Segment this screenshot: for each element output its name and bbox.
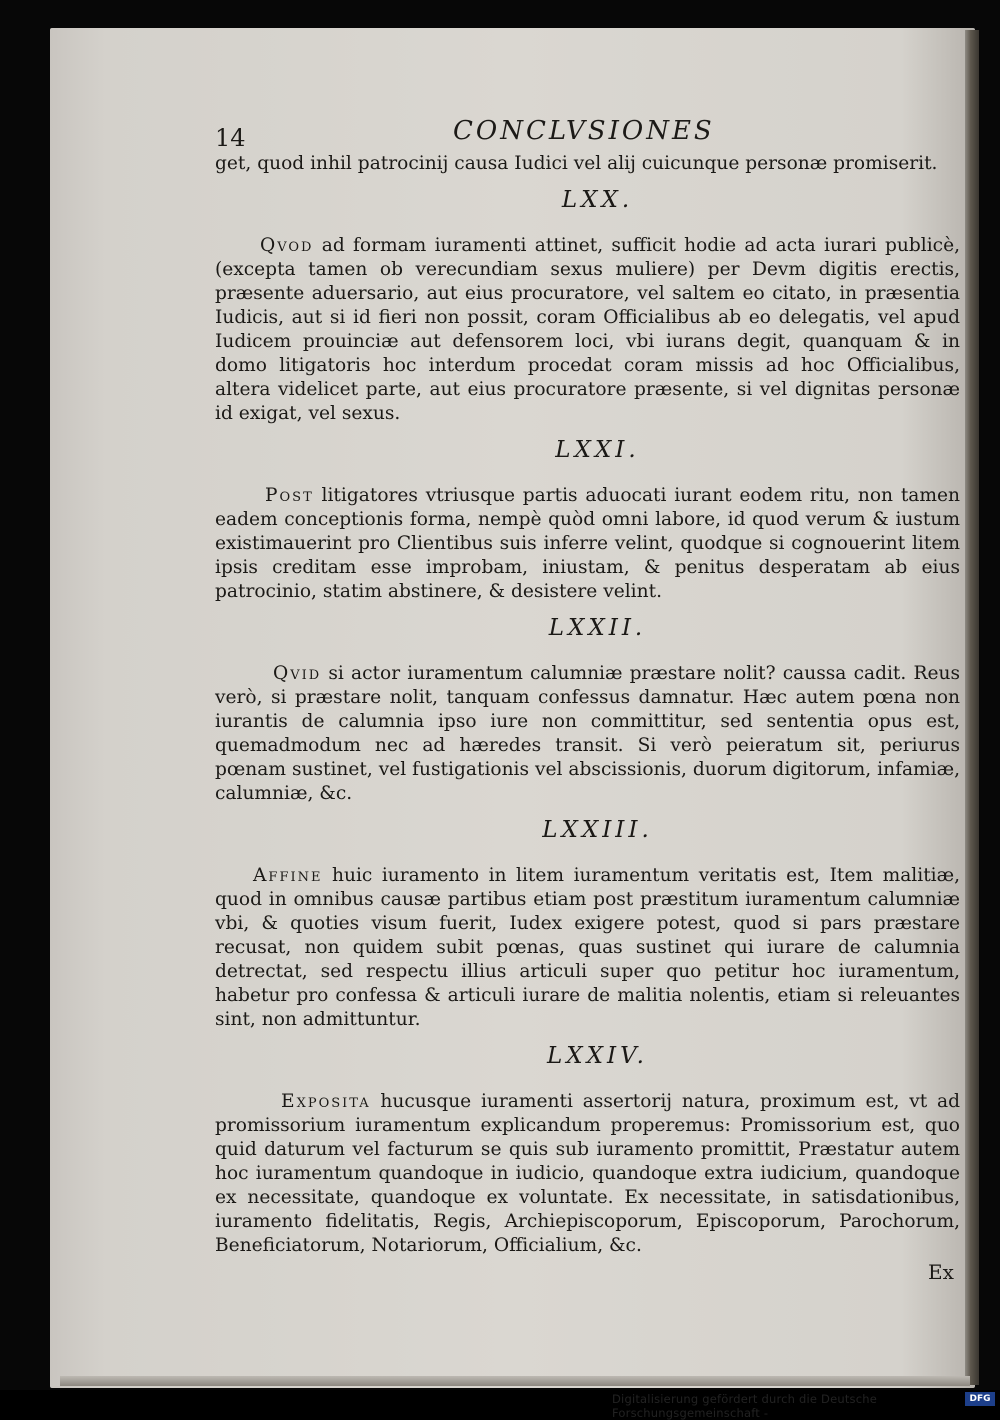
header-title: CONCLVSIONES [453, 116, 715, 146]
paragraph-text: litigatores vtriusque partis aduocati iurant eodem ritu, non tamen eadem conceptionis forma, nempè quòd omni labore, id quod verum & iustum existimauerint pro Clientibus suis inferre velint, quodque si cognouerint litem ipsis creditam esse improbam, iniustam, & penitus desperatam ab eius patrocinio, statim abstinere, & desistere velint. [215, 485, 960, 602]
initial-word: Qvid [273, 663, 322, 684]
catchword: Ex [928, 1260, 954, 1284]
paragraph-lxxii [215, 662, 960, 806]
initial-word: Exposita [281, 1091, 371, 1112]
section-heading-lxxi: LXXI. [555, 437, 640, 463]
digitization-credit: Digitalisierung gefördert durch die Deutsche Forschungsgemeinschaft - [612, 1392, 878, 1420]
dfg-logo-icon: DFG [965, 1392, 995, 1406]
section-heading-lxxii: LXXII. [548, 615, 647, 641]
section-heading-lxx: LXX. [561, 187, 634, 213]
initial-word: Qvod [260, 235, 314, 256]
paragraph-lxxi [215, 484, 960, 604]
initial-word: Post [265, 485, 314, 506]
paragraph-lxxiv [215, 1090, 960, 1258]
paragraph-lxx [215, 234, 960, 426]
paragraph-lxxiii [215, 864, 960, 1032]
section-heading-lxxiii: LXXIII. [542, 817, 653, 843]
paragraph-text: si actor iuramentum calumniæ præstare nolit? caussa cadit. Reus verò, si præstare nolit, tanquam confessus damnatur. Hæc autem pœna non iurantis de calumnia ipso iure non committitur, sed sententia opus est, quemadmodum nec ad hæredes transit. Si verò peieratum sit, periurus pœnam sustinet, vel fustigationis vel abscissionis, duorum digitorum, infamiæ, calumniæ, &c. [215, 663, 960, 804]
initial-word: Affine [253, 865, 323, 886]
section-heading-lxxiv: LXXIV. [546, 1043, 648, 1069]
running-head [215, 112, 960, 152]
paragraph-text: huic iuramento in litem iuramentum veritatis est, Item malitiæ, quod in omnibus causæ partibus etiam post præstitum iuramentum calumniæ vbi, & quoties visum fuerit, Iudex exigere potest, quod si pars præstare recusat, non quidem subit pœnas, quas sustinet qui iurare de calumnia detrectat, sed respectu illius articuli super quo petitur hoc iuramentum, habetur pro confessa & articuli iurare de malitia nolentis, etiam si releuantes sint, non admittuntur. [215, 865, 960, 1030]
page-number: 14 [215, 124, 246, 152]
paragraph-text: ad formam iuramenti attinet, sufficit hodie ad acta iurari publicè, (excepta tamen ob verecundiam sexus muliere) per Devm digitis erectis, præsente aduersario, aut eius procuratore, vel saltem eo citato, in præsentia Iudicis, aut si id fieri non possit, coram Officialibus ab eo delegatis, vel apud Iudicem prouinciæ aut defensorem loci, vbi iurans degit, quanquam & in domo litigatoris hoc interdum procedat coram missis ad hoc Officialibus, altera videlicet parte, aut eius procuratore præsente, si vel dignitas personæ id exigat, vel sexus. [215, 235, 960, 424]
opening-paragraph: get, quod inhil patrocinij causa Iudici vel alij cuicunque personæ promiserit. [215, 153, 938, 174]
page-edge-bottom [60, 1376, 970, 1386]
page-edge [965, 30, 979, 1385]
paragraph-text: hucusque iuramenti assertorij natura, proximum est, vt ad promissorium iuramentum explicandum properemus: Promissorium est, quo quid daturum vel facturum se quis sub iuramento promittit, Præstatur autem hoc iuramentum quandoque in iudicio, quandoque extra iudicium, quandoque ex necessitate, quandoque ex voluntate. Ex necessitate, in satisdationibus, iuramento fidelitatis, Regis, Archiepiscoporum, Episcoporum, Parochorum, Beneficiatorum, Notariorum, Officialium, &c. [215, 1091, 960, 1256]
body-text [215, 152, 960, 1258]
